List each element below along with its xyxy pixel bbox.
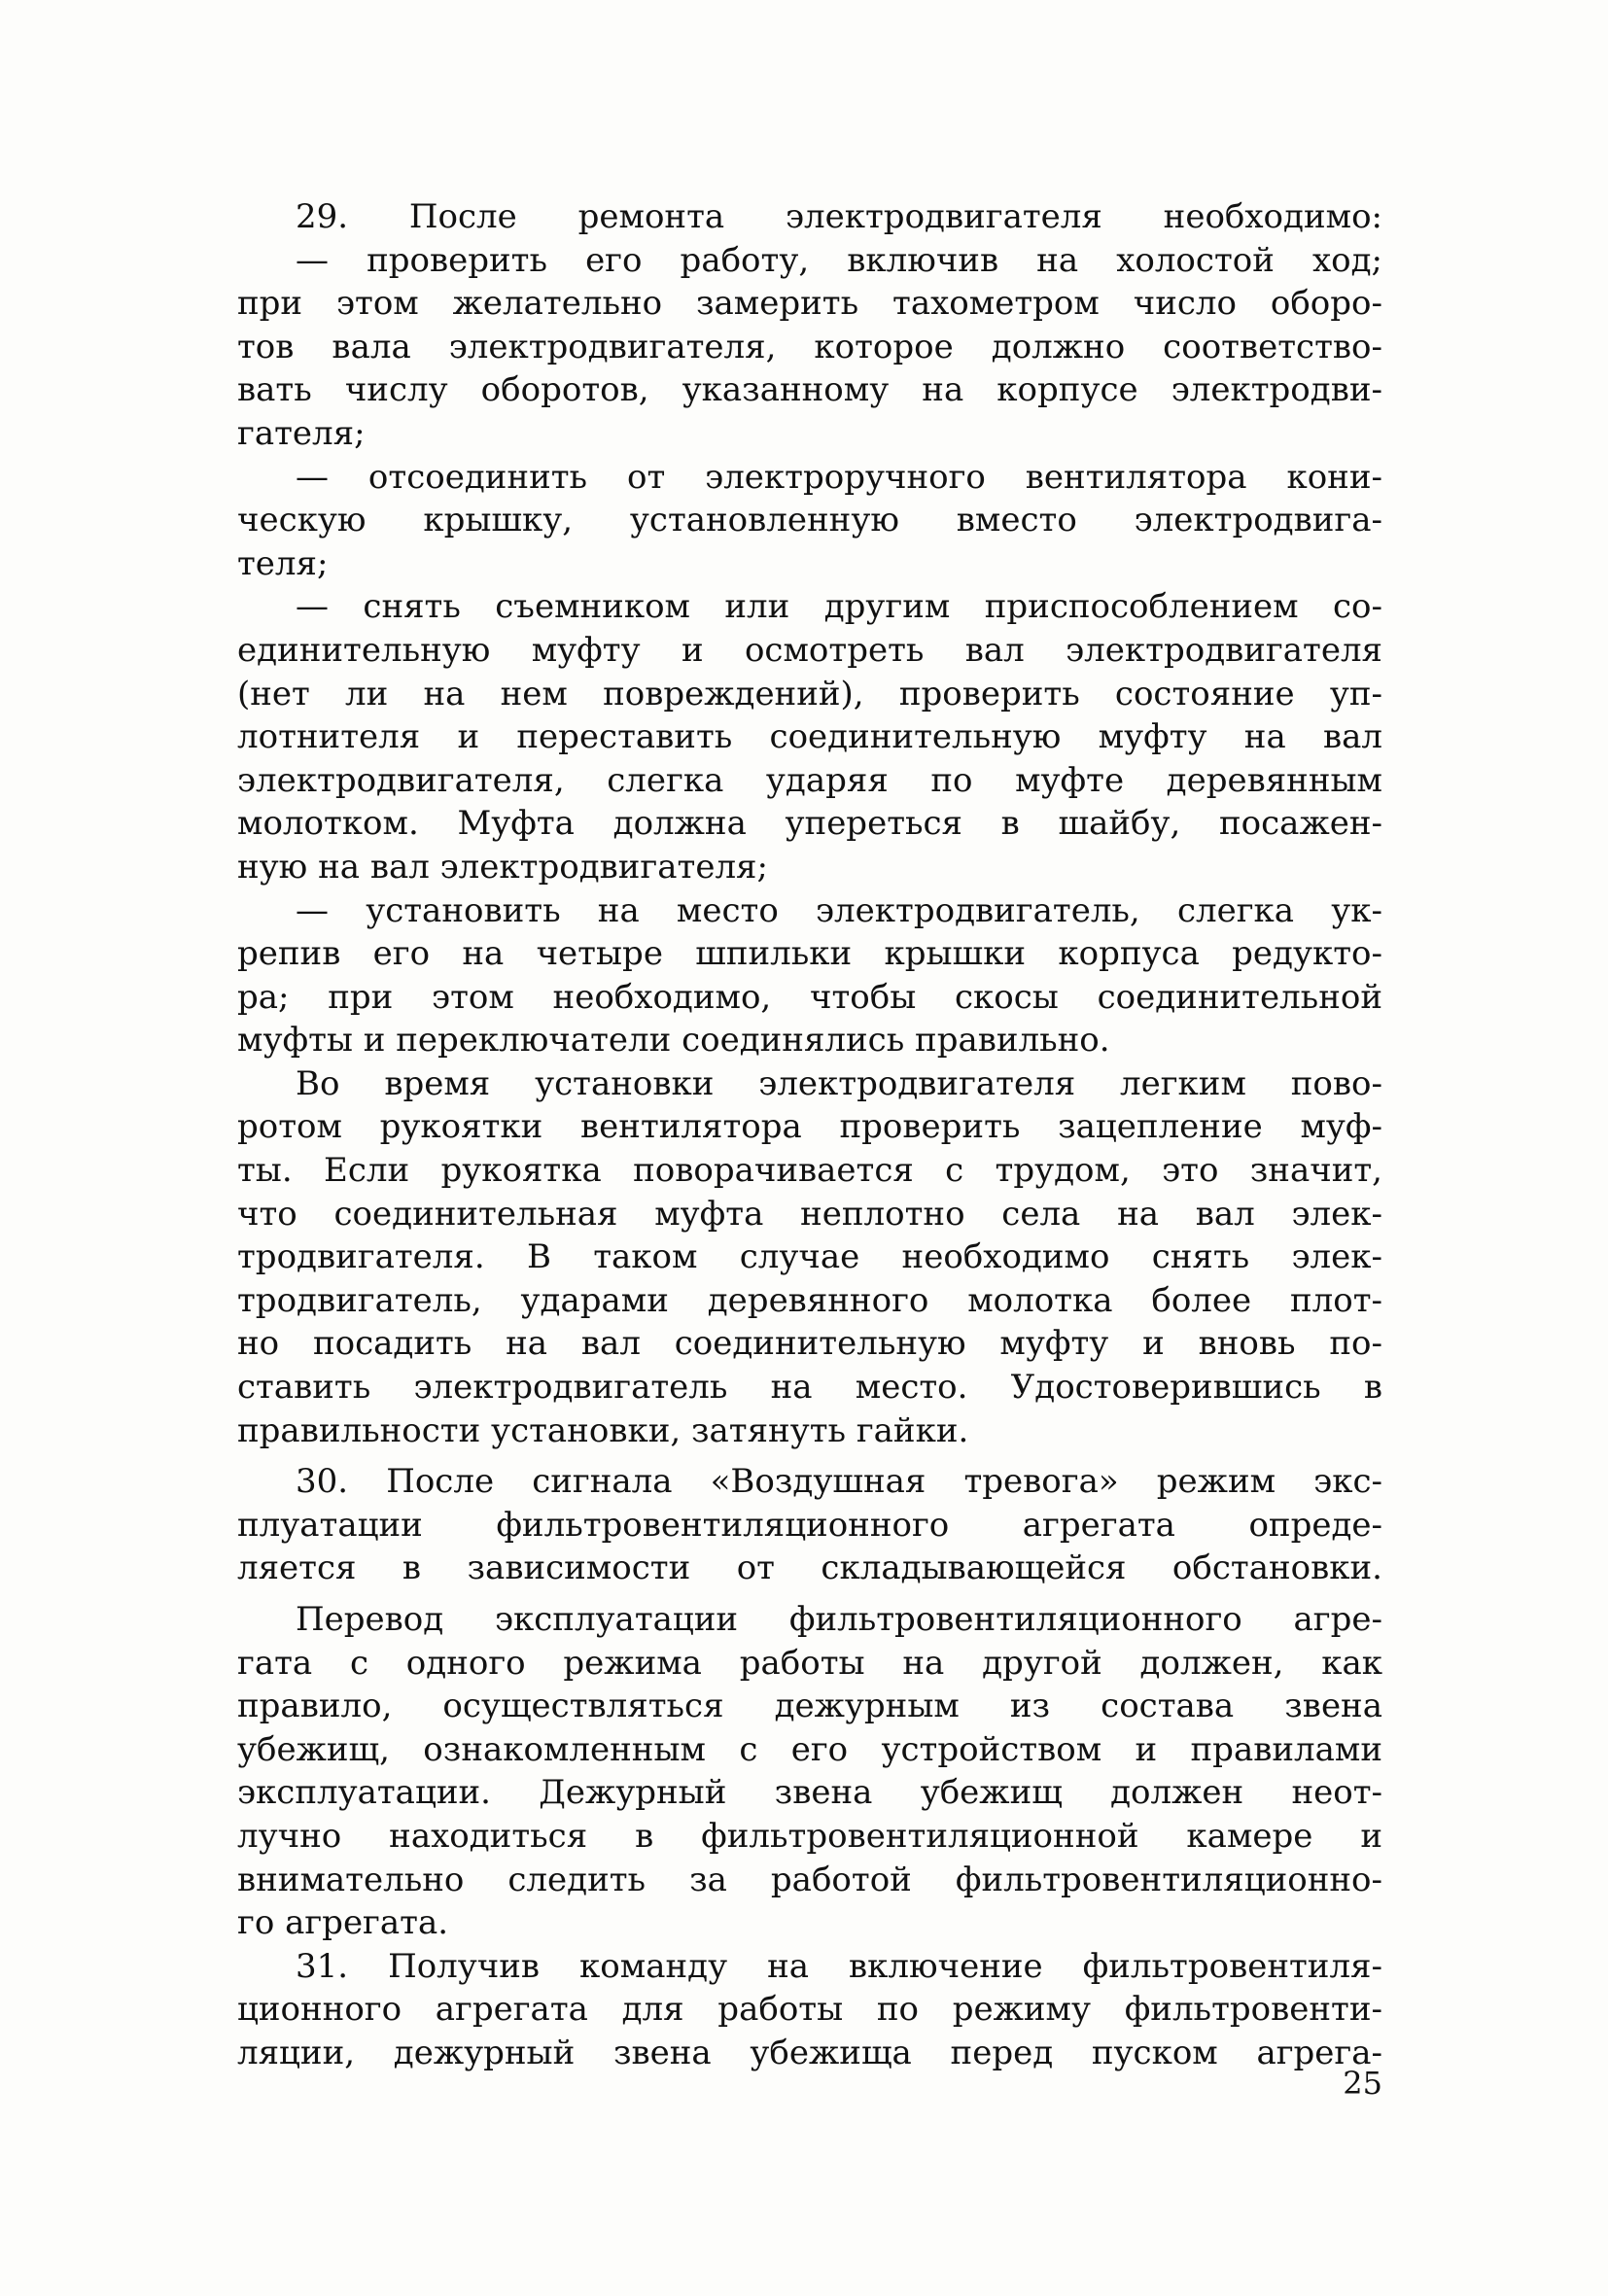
body-text	[237, 195, 1382, 2075]
text-line: ческую крышку, установленную вместо электродвига-	[237, 501, 1382, 540]
text-line: что соединительная муфта неплотно села на вал элек-	[237, 1194, 1382, 1234]
text-line: вать числу оборотов, указанному на корпусе электродви-	[237, 370, 1382, 410]
text-line: (нет ли на нем повреждений), проверить состояние уп-	[237, 674, 1382, 713]
text-line: лотнителя и переставить соединительную муфту на вал	[237, 717, 1382, 757]
text-line: ляции, дежурный звена убежища перед пуском агрега-	[237, 2033, 1382, 2072]
text-line: тродвигатель, ударами деревянного молотка более плот-	[237, 1280, 1382, 1320]
text-line: теля;	[237, 543, 329, 583]
text-line: 31. Получив команду на включение фильтровентиля-	[296, 1946, 1382, 1986]
text-line: ставить электродвигатель на место. Удостоверившись в	[237, 1368, 1382, 1408]
text-line: правильности установки, затянуть гайки.	[237, 1410, 969, 1450]
text-line: — снять съемником или другим приспособлением со-	[296, 587, 1382, 627]
text-line: ную на вал электродвигателя;	[237, 847, 768, 887]
text-line: тродвигателя. В таком случае необходимо снять элек-	[237, 1237, 1382, 1277]
text-line: при этом желательно замерить тахометром число оборо-	[237, 284, 1382, 324]
text-line: но посадить на вал соединительную муфту и вновь по-	[237, 1324, 1382, 1364]
text-line: Перевод эксплуатации фильтровентиляционного агре-	[296, 1600, 1382, 1639]
text-line: Во время установки электродвигателя легким пово-	[296, 1063, 1382, 1103]
text-line: внимательно следить за работой фильтровентиляционно-	[237, 1860, 1382, 1899]
text-line: гателя;	[237, 413, 366, 453]
text-line: молотком. Муфта должна упереться в шайбу, посажен-	[237, 804, 1382, 844]
text-line: — установить на место электродвигатель, слегка ук-	[296, 890, 1382, 930]
text-line: эксплуатации. Дежурный звена убежищ должен неот-	[237, 1773, 1382, 1813]
text-line: муфты и переключатели соединялись правильно.	[237, 1021, 1110, 1061]
text-line: плуатации фильтровентиляционного агрегата опреде-	[237, 1505, 1382, 1545]
text-line: ра; при этом необходимо, чтобы скосы соединительной	[237, 977, 1382, 1017]
text-line: правило, осуществляться дежурным из состава звена	[237, 1687, 1382, 1726]
text-line: ляется в зависимости от складывающейся обстановки.	[237, 1548, 1382, 1588]
text-line: ротом рукоятки вентилятора проверить зацепление муф-	[237, 1107, 1382, 1147]
text-line: 30. После сигнала «Воздушная тревога» режим экс-	[296, 1462, 1382, 1502]
page-number: 25	[1343, 2065, 1382, 2102]
text-line: электродвигателя, слегка ударяя по муфте деревянным	[237, 760, 1382, 800]
text-line: единительную муфту и осмотреть вал электродвигателя	[237, 630, 1382, 670]
text-line: — отсоединить от электроручного вентилятора кони-	[296, 457, 1382, 497]
text-line: ционного агрегата для работы по режиму фильтровенти-	[237, 1990, 1382, 2030]
text-line: гата с одного режима работы на другой должен, как	[237, 1643, 1382, 1683]
text-line: репив его на четыре шпильки крышки корпуса редукто-	[237, 934, 1382, 974]
text-line: — проверить его работу, включив на холостой ход;	[296, 240, 1382, 280]
text-line: лучно находиться в фильтровентиляционной камере и	[237, 1816, 1382, 1856]
text-line: тов вала электродвигателя, которое должно соответство-	[237, 327, 1382, 366]
text-line: 29. После ремонта электродвигателя необходимо:	[296, 197, 1382, 236]
text-line: ты. Если рукоятка поворачивается с трудом, это значит,	[237, 1151, 1382, 1191]
text-line: убежищ, ознакомленным с его устройством и правилами	[237, 1729, 1382, 1769]
text-line: го агрегата.	[237, 1903, 449, 1943]
